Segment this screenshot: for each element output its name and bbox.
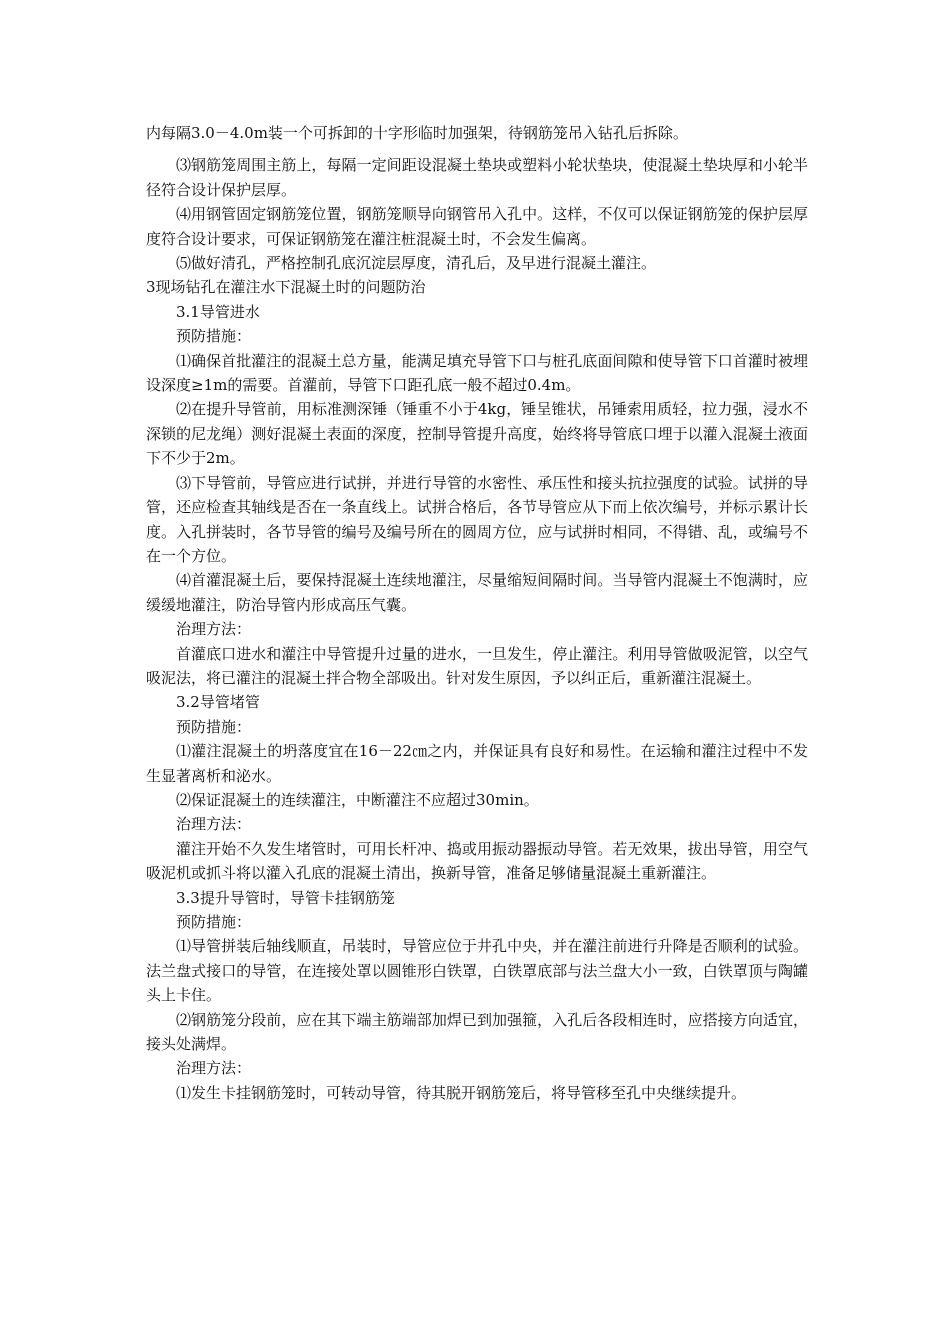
paragraph: ⑷用钢管固定钢筋笼位置，钢筋笼顺导向钢管吊入孔中。这样，不仅可以保证钢筋笼的保护层厚度符合设计要求，可保证钢筋笼在灌注桩混凝土时，不会发生偏离。 <box>146 205 808 248</box>
paragraph: ⑴确保首批灌注的混凝土总方量，能满足填充导管下口与桩孔底面间隙和使导管下口首灌时被埋设深度≥1m的需要。首灌前，导管下口距孔底一般不超过0.4m。 <box>146 351 808 395</box>
measures-label: 预防措施： <box>176 327 252 346</box>
paragraph: ⑵在提升导管前，用标准测深锤（锤重不小于4kg，锤呈锥状，吊锤索用质轻，拉力强，浸水不深锁的尼龙绳）测好混凝土表面的深度，控制导管提升高度，始终将导管底口埋于以灌入混凝土液面下不少于2m。 <box>146 400 808 468</box>
subsection-heading: 3.1导管进水 <box>176 302 260 321</box>
paragraph: ⑴导管拼装后轴线顺直，吊装时，导管应位于井孔中央，并在灌注前进行升降是否顺利的试验。法兰盘式接口的导管，在连接处罩以圆锥形白铁罩，白铁罩底部与法兰盘大小一致，白铁罩顶与陶罐头上卡住。 <box>146 937 808 1005</box>
treatment-label: 治理方法： <box>176 815 252 834</box>
measures-label: 预防措施： <box>176 913 252 931</box>
paragraph: 灌注开始不久发生堵管时，可用长杆冲、捣或用振动器振动导管。若无效果，拔出导管，用空气吸泥机或抓斗将以灌入孔底的混凝土清出，换新导管，准备足够储量混凝土重新灌注。 <box>146 839 808 883</box>
measures-label: 预防措施： <box>176 717 252 736</box>
subsection-heading: 3.2导管堵管 <box>176 693 260 712</box>
subsection-heading: 3.3提升导管时，导管卡挂钢筋笼 <box>176 888 395 907</box>
treatment-label: 治理方法： <box>176 1059 252 1078</box>
paragraph: ⑷首灌混凝土后，要保持混凝土连续地灌注，尽量缩短间隔时间。当导管内混凝土不饱满时，应缓缓地灌注，防治导管内形成高压气囊。 <box>146 571 808 614</box>
paragraph: ⑸做好清孔，严格控制孔底沉淀层厚度，清孔后，及早进行混凝土灌注。 <box>176 254 657 273</box>
paragraph: 首灌底口进水和灌注中导管提升过量的进水，一旦发生，停止灌注。利用导管做吸泥管，以空气吸泥法，将已灌注的混凝土拌合物全部吸出。针对发生原因，予以纠正后，重新灌注混凝土。 <box>146 644 808 687</box>
paragraph: 内每隔3.0－4.0m装一个可拆卸的十字形临时加强架，待钢筋笼吊入钻孔后拆除。 <box>146 124 688 142</box>
document-body <box>146 121 808 1105</box>
paragraph: ⑵钢筋笼分段前，应在其下端主筋端部加焊已到加强箍，入孔后各段相连时，应搭接方向适宜，接头处满焊。 <box>146 1010 808 1054</box>
paragraph: ⑶钢筋笼周围主筋上，每隔一定间距设混凝土垫块或塑料小轮状垫块，使混凝土垫块厚和小轮半径符合设计保护层厚。 <box>146 156 808 199</box>
paragraph: ⑴发生卡挂钢筋笼时，可转动导管，待其脱开钢筋笼后，将导管移至孔中央继续提升。 <box>176 1083 747 1102</box>
paragraph: ⑵保证混凝土的连续灌注，中断灌注不应超过30min。 <box>176 790 539 809</box>
paragraph: ⑶下导管前，导管应进行试拼，并进行导管的水密性、承压性和接头抗拉强度的试验。试拼的导管，还应检查其轴线是否在一条直线上。试拼合格后，各节导管应从下而上依次编号，并标示累计长度。入孔拼装时，各节导管的编号及编号所在的圆周方位，应与试拼时相同，不得错、乱，或编号不在一个方位。 <box>146 473 808 565</box>
treatment-label: 治理方法： <box>176 620 252 639</box>
section-heading: 3现场钻孔在灌注水下混凝土时的问题防治 <box>146 278 426 297</box>
paragraph: ⑴灌注混凝土的坍落度宜在16－22㎝之内，并保证具有良好和易性。在运输和灌注过程中不发生显著离析和泌水。 <box>146 742 808 785</box>
